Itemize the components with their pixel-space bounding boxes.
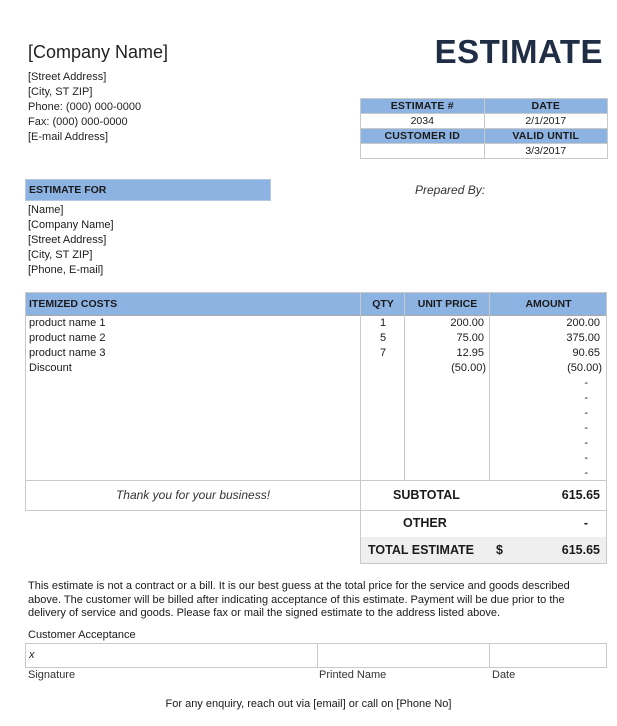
- table-row[interactable]: [26, 451, 606, 466]
- company-street: [Street Address]: [28, 71, 107, 83]
- estimate-number-value[interactable]: 2034: [361, 114, 485, 129]
- item-description: product name 3: [29, 347, 106, 359]
- company-name: [Company Name]: [28, 42, 169, 62]
- item-amount: 90.65: [572, 347, 600, 359]
- item-amount: -: [584, 422, 588, 434]
- col-header-unit-price: UNIT PRICE: [417, 298, 478, 310]
- client-company: [Company Name]: [28, 219, 114, 231]
- item-amount: -: [584, 377, 588, 389]
- other-value[interactable]: -: [583, 516, 588, 530]
- item-amount: -: [584, 467, 588, 479]
- col-header-amount: AMOUNT: [525, 298, 572, 310]
- table-row[interactable]: [26, 406, 606, 421]
- footer-contact: For any enquiry, reach out via [email] or call on [Phone No]: [165, 698, 452, 710]
- item-unit-price: 200.00: [450, 317, 484, 329]
- item-qty: 5: [379, 332, 387, 344]
- item-amount: (50.00): [567, 362, 602, 374]
- item-unit-price: (50.00): [451, 362, 486, 374]
- item-amount: 375.00: [566, 332, 600, 344]
- item-description: Discount: [29, 362, 72, 374]
- company-fax: Fax: (000) 000-0000: [28, 116, 128, 128]
- table-row[interactable]: [26, 331, 606, 346]
- estimate-number-label: ESTIMATE #: [361, 99, 485, 114]
- subtotal-value: 615.65: [561, 488, 600, 502]
- item-qty: 7: [379, 347, 387, 359]
- item-amount: -: [584, 407, 588, 419]
- item-amount: 200.00: [566, 317, 600, 329]
- col-header-qty: QTY: [372, 298, 394, 310]
- total-value: 615.65: [561, 543, 600, 557]
- table-row[interactable]: [26, 436, 606, 451]
- estimate-info-table: [360, 98, 608, 159]
- client-city: [City, ST ZIP]: [28, 249, 93, 261]
- table-row[interactable]: [26, 466, 606, 481]
- itemized-costs-table: [25, 292, 607, 481]
- signature-mark: x: [29, 649, 35, 661]
- item-unit-price: 75.00: [456, 332, 484, 344]
- printed-name-label: Printed Name: [319, 669, 387, 681]
- table-row[interactable]: [26, 346, 606, 361]
- total-label: TOTAL ESTIMATE: [368, 543, 475, 557]
- company-address-block: [28, 70, 141, 145]
- disclaimer-text: This estimate is not a contract or a bill. It is our best guess at the total price for the service and goods described above. The customer will be billed after indicating acceptance of this estimate. Payment will be due prior to the delivery of service and goods. Please fax or mail the signed estimate to the address listed above.: [28, 580, 570, 619]
- other-label: OTHER: [403, 516, 447, 530]
- date-label: DATE: [484, 99, 608, 114]
- valid-until-value[interactable]: 3/3/2017: [484, 144, 608, 159]
- total-estimate-row: [360, 537, 607, 564]
- table-row[interactable]: [26, 316, 606, 331]
- signature-field[interactable]: [26, 644, 317, 667]
- estimate-for-header: ESTIMATE FOR: [25, 179, 271, 201]
- company-phone: Phone: (000) 000-0000: [28, 101, 142, 113]
- item-amount: -: [584, 392, 588, 404]
- estimate-for-block: [28, 203, 114, 278]
- acceptance-date-field[interactable]: [490, 644, 606, 667]
- table-row[interactable]: [26, 391, 606, 406]
- table-row[interactable]: [26, 376, 606, 391]
- customer-id-label: CUSTOMER ID: [361, 129, 485, 144]
- item-qty: 1: [379, 317, 387, 329]
- subtotal-label: SUBTOTAL: [393, 488, 460, 502]
- item-description: product name 1: [29, 317, 106, 329]
- other-row: [360, 510, 607, 538]
- date-value[interactable]: 2/1/2017: [484, 114, 608, 129]
- acceptance-box: [25, 643, 607, 668]
- customer-id-value[interactable]: [361, 144, 485, 159]
- subtotal-row: [360, 480, 607, 511]
- currency-symbol: $: [496, 543, 503, 557]
- table-row[interactable]: [26, 421, 606, 436]
- acceptance-date-label: Date: [492, 669, 516, 681]
- client-contact: [Phone, E-mail]: [28, 264, 104, 276]
- item-amount: -: [584, 452, 588, 464]
- company-email: [E-mail Address]: [28, 131, 109, 143]
- table-row[interactable]: [26, 361, 606, 376]
- thank-you-note: Thank you for your business!: [25, 480, 361, 511]
- client-street: [Street Address]: [28, 234, 107, 246]
- valid-until-label: VALID UNTIL: [484, 129, 608, 144]
- item-unit-price: 12.95: [456, 347, 484, 359]
- col-header-description: ITEMIZED COSTS: [29, 298, 118, 310]
- company-city: [City, ST ZIP]: [28, 86, 93, 98]
- items-header-row: [26, 293, 606, 316]
- customer-acceptance-label: Customer Acceptance: [28, 629, 136, 641]
- client-name: [Name]: [28, 204, 64, 216]
- item-amount: -: [584, 437, 588, 449]
- document-title: ESTIMATE: [434, 33, 603, 70]
- prepared-by-label: Prepared By:: [415, 183, 486, 197]
- signature-label: Signature: [28, 669, 76, 681]
- item-description: product name 2: [29, 332, 106, 344]
- printed-name-field[interactable]: [318, 644, 489, 667]
